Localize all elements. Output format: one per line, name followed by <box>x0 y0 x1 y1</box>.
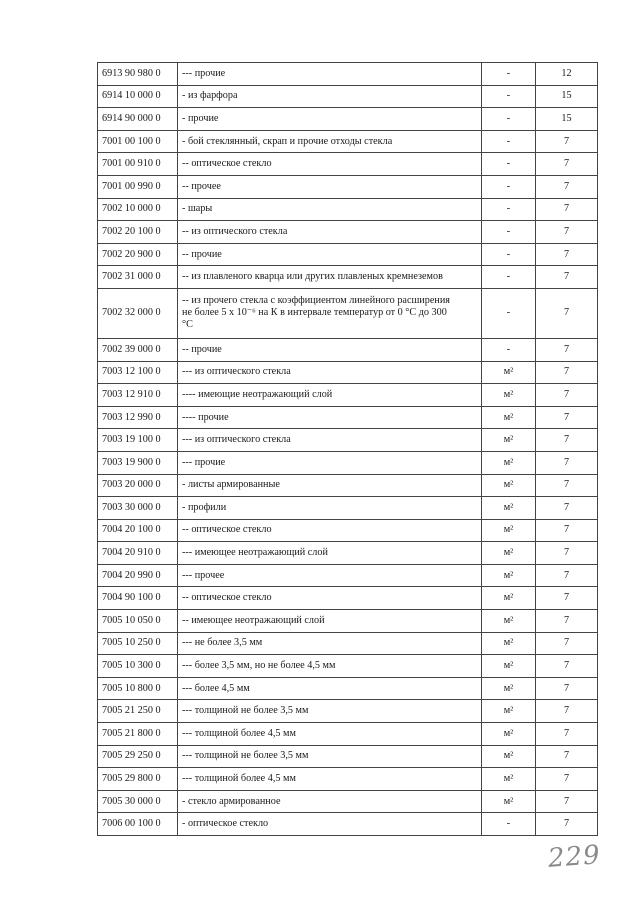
unit-cell: - <box>482 63 536 86</box>
table-row <box>98 542 598 565</box>
tariff-code-cell: 7006 00 100 0 <box>98 813 178 836</box>
table-row <box>98 700 598 723</box>
tariff-code-cell: 7005 21 250 0 <box>98 700 178 723</box>
table-row <box>98 85 598 108</box>
table-row <box>98 175 598 198</box>
description-cell: --- толщиной не более 3,5 мм <box>178 700 482 723</box>
table-row <box>98 677 598 700</box>
tariff-code-cell: 7005 10 050 0 <box>98 610 178 633</box>
description-cell: -- из плавленого кварца или других плавленых кремнеземов <box>178 266 482 289</box>
table-row <box>98 813 598 836</box>
description-cell: --- не более 3,5 мм <box>178 632 482 655</box>
description-cell: -- прочее <box>178 175 482 198</box>
duty-rate-cell: 7 <box>536 813 598 836</box>
table-row <box>98 153 598 176</box>
description-cell: --- более 3,5 мм, но не более 4,5 мм <box>178 655 482 678</box>
description-line: °С <box>182 319 193 331</box>
unit-cell: - <box>482 813 536 836</box>
duty-rate-cell: 7 <box>536 745 598 768</box>
unit-cell: м² <box>482 790 536 813</box>
handwritten-page-number: 229 <box>547 840 602 874</box>
unit-cell: м² <box>482 542 536 565</box>
duty-rate-cell: 7 <box>536 451 598 474</box>
tariff-code-cell: 7003 19 100 0 <box>98 429 178 452</box>
duty-rate-cell: 7 <box>536 655 598 678</box>
unit-cell: м² <box>482 723 536 746</box>
description-cell: --- прочие <box>178 63 482 86</box>
table-row <box>98 288 598 338</box>
description-cell: -- прочие <box>178 338 482 361</box>
tariff-code-cell: 6913 90 980 0 <box>98 63 178 86</box>
duty-rate-cell: 7 <box>536 723 598 746</box>
table-row <box>98 768 598 791</box>
tariff-code-cell: 7003 19 900 0 <box>98 451 178 474</box>
description-cell: - бой стеклянный, скрап и прочие отходы стекла <box>178 130 482 153</box>
duty-rate-cell: 7 <box>536 564 598 587</box>
unit-cell: м² <box>482 384 536 407</box>
unit-cell: - <box>482 130 536 153</box>
tariff-table-body <box>98 63 598 836</box>
description-cell: ---- имеющие неотражающий слой <box>178 384 482 407</box>
table-row <box>98 474 598 497</box>
duty-rate-cell: 7 <box>536 288 598 338</box>
tariff-code-cell: 7003 12 100 0 <box>98 361 178 384</box>
duty-rate-cell: 7 <box>536 153 598 176</box>
unit-cell: м² <box>482 519 536 542</box>
tariff-code-cell: 7005 29 250 0 <box>98 745 178 768</box>
duty-rate-cell: 7 <box>536 243 598 266</box>
duty-rate-cell: 12 <box>536 63 598 86</box>
duty-rate-cell: 7 <box>536 497 598 520</box>
description-cell: --- толщиной более 4,5 мм <box>178 768 482 791</box>
tariff-code-cell: 7003 20 000 0 <box>98 474 178 497</box>
duty-rate-cell: 7 <box>536 406 598 429</box>
tariff-code-cell: 7004 20 990 0 <box>98 564 178 587</box>
tariff-code-cell: 7005 21 800 0 <box>98 723 178 746</box>
description-cell: -- прочие <box>178 243 482 266</box>
tariff-code-cell: 7001 00 910 0 <box>98 153 178 176</box>
table-row <box>98 63 598 86</box>
unit-cell: - <box>482 266 536 289</box>
table-row <box>98 108 598 131</box>
duty-rate-cell: 7 <box>536 130 598 153</box>
duty-rate-cell: 7 <box>536 768 598 791</box>
duty-rate-cell: 7 <box>536 790 598 813</box>
unit-cell: - <box>482 108 536 131</box>
duty-rate-cell: 7 <box>536 221 598 244</box>
tariff-code-cell: 7002 10 000 0 <box>98 198 178 221</box>
table-row <box>98 338 598 361</box>
unit-cell: - <box>482 288 536 338</box>
description-cell: ---- прочие <box>178 406 482 429</box>
description-cell: --- более 4,5 мм <box>178 677 482 700</box>
description-cell <box>178 288 482 338</box>
description-line: -- из прочего стекла с коэффициентом линейного расширения <box>182 295 450 307</box>
description-cell: --- из оптического стекла <box>178 361 482 384</box>
duty-rate-cell: 7 <box>536 700 598 723</box>
description-line: не более 5 х 10⁻⁶ на К в интервале температур от 0 °С до 300 <box>182 307 447 319</box>
duty-rate-cell: 7 <box>536 474 598 497</box>
description-cell: - листы армированные <box>178 474 482 497</box>
unit-cell: м² <box>482 406 536 429</box>
description-cell: - шары <box>178 198 482 221</box>
table-row <box>98 130 598 153</box>
description-cell: --- толщиной более 4,5 мм <box>178 723 482 746</box>
description-cell: --- прочие <box>178 451 482 474</box>
duty-rate-cell: 7 <box>536 610 598 633</box>
description-cell: - из фарфора <box>178 85 482 108</box>
unit-cell: м² <box>482 361 536 384</box>
description-cell: -- из оптического стекла <box>178 221 482 244</box>
table-row <box>98 497 598 520</box>
table-row <box>98 266 598 289</box>
table-row <box>98 790 598 813</box>
description-cell: - прочие <box>178 108 482 131</box>
description-cell: --- прочее <box>178 564 482 587</box>
tariff-code-cell: 7002 39 000 0 <box>98 338 178 361</box>
unit-cell: м² <box>482 768 536 791</box>
tariff-code-cell: 7003 12 910 0 <box>98 384 178 407</box>
tariff-code-cell: 7003 30 000 0 <box>98 497 178 520</box>
unit-cell: м² <box>482 451 536 474</box>
unit-cell: - <box>482 85 536 108</box>
description-cell: - стекло армированное <box>178 790 482 813</box>
table-row <box>98 406 598 429</box>
table-row <box>98 745 598 768</box>
unit-cell: - <box>482 198 536 221</box>
table-row <box>98 429 598 452</box>
table-row <box>98 243 598 266</box>
description-cell: -- имеющее неотражающий слой <box>178 610 482 633</box>
table-row <box>98 519 598 542</box>
table-row <box>98 564 598 587</box>
unit-cell: м² <box>482 632 536 655</box>
unit-cell: м² <box>482 677 536 700</box>
unit-cell: м² <box>482 700 536 723</box>
tariff-code-cell: 7005 29 800 0 <box>98 768 178 791</box>
duty-rate-cell: 7 <box>536 198 598 221</box>
table-row <box>98 632 598 655</box>
description-cell: --- толщиной не более 3,5 мм <box>178 745 482 768</box>
unit-cell: - <box>482 338 536 361</box>
table-row <box>98 451 598 474</box>
description-cell: -- оптическое стекло <box>178 519 482 542</box>
table-row <box>98 723 598 746</box>
duty-rate-cell: 7 <box>536 632 598 655</box>
duty-rate-cell: 7 <box>536 175 598 198</box>
tariff-code-cell: 6914 10 000 0 <box>98 85 178 108</box>
unit-cell: - <box>482 243 536 266</box>
unit-cell: - <box>482 153 536 176</box>
tariff-code-cell: 7001 00 990 0 <box>98 175 178 198</box>
tariff-code-cell: 7002 20 100 0 <box>98 221 178 244</box>
unit-cell: м² <box>482 564 536 587</box>
table-row <box>98 587 598 610</box>
unit-cell: м² <box>482 655 536 678</box>
description-cell: - оптическое стекло <box>178 813 482 836</box>
unit-cell: м² <box>482 474 536 497</box>
duty-rate-cell: 7 <box>536 361 598 384</box>
table-row <box>98 198 598 221</box>
table-row <box>98 384 598 407</box>
tariff-table <box>97 62 598 836</box>
tariff-code-cell: 7005 10 800 0 <box>98 677 178 700</box>
table-row <box>98 361 598 384</box>
tariff-code-cell: 7004 90 100 0 <box>98 587 178 610</box>
duty-rate-cell: 7 <box>536 587 598 610</box>
tariff-code-cell: 7005 10 300 0 <box>98 655 178 678</box>
description-cell: --- имеющее неотражающий слой <box>178 542 482 565</box>
tariff-code-cell: 7002 31 000 0 <box>98 266 178 289</box>
table-row <box>98 655 598 678</box>
unit-cell: м² <box>482 610 536 633</box>
duty-rate-cell: 15 <box>536 108 598 131</box>
tariff-code-cell: 7004 20 910 0 <box>98 542 178 565</box>
tariff-code-cell: 7002 20 900 0 <box>98 243 178 266</box>
tariff-code-cell: 7004 20 100 0 <box>98 519 178 542</box>
unit-cell: м² <box>482 587 536 610</box>
duty-rate-cell: 7 <box>536 519 598 542</box>
unit-cell: м² <box>482 497 536 520</box>
unit-cell: - <box>482 221 536 244</box>
tariff-code-cell: 7003 12 990 0 <box>98 406 178 429</box>
duty-rate-cell: 7 <box>536 677 598 700</box>
tariff-code-cell: 7001 00 100 0 <box>98 130 178 153</box>
duty-rate-cell: 7 <box>536 429 598 452</box>
unit-cell: м² <box>482 429 536 452</box>
duty-rate-cell: 7 <box>536 338 598 361</box>
description-cell: - профили <box>178 497 482 520</box>
duty-rate-cell: 7 <box>536 266 598 289</box>
table-row <box>98 610 598 633</box>
description-cell: -- оптическое стекло <box>178 587 482 610</box>
table-row <box>98 221 598 244</box>
duty-rate-cell: 15 <box>536 85 598 108</box>
unit-cell: м² <box>482 745 536 768</box>
tariff-code-cell: 7005 10 250 0 <box>98 632 178 655</box>
description-cell: -- оптическое стекло <box>178 153 482 176</box>
tariff-code-cell: 7002 32 000 0 <box>98 288 178 338</box>
duty-rate-cell: 7 <box>536 542 598 565</box>
description-cell: --- из оптического стекла <box>178 429 482 452</box>
tariff-code-cell: 6914 90 000 0 <box>98 108 178 131</box>
unit-cell: - <box>482 175 536 198</box>
tariff-code-cell: 7005 30 000 0 <box>98 790 178 813</box>
duty-rate-cell: 7 <box>536 384 598 407</box>
